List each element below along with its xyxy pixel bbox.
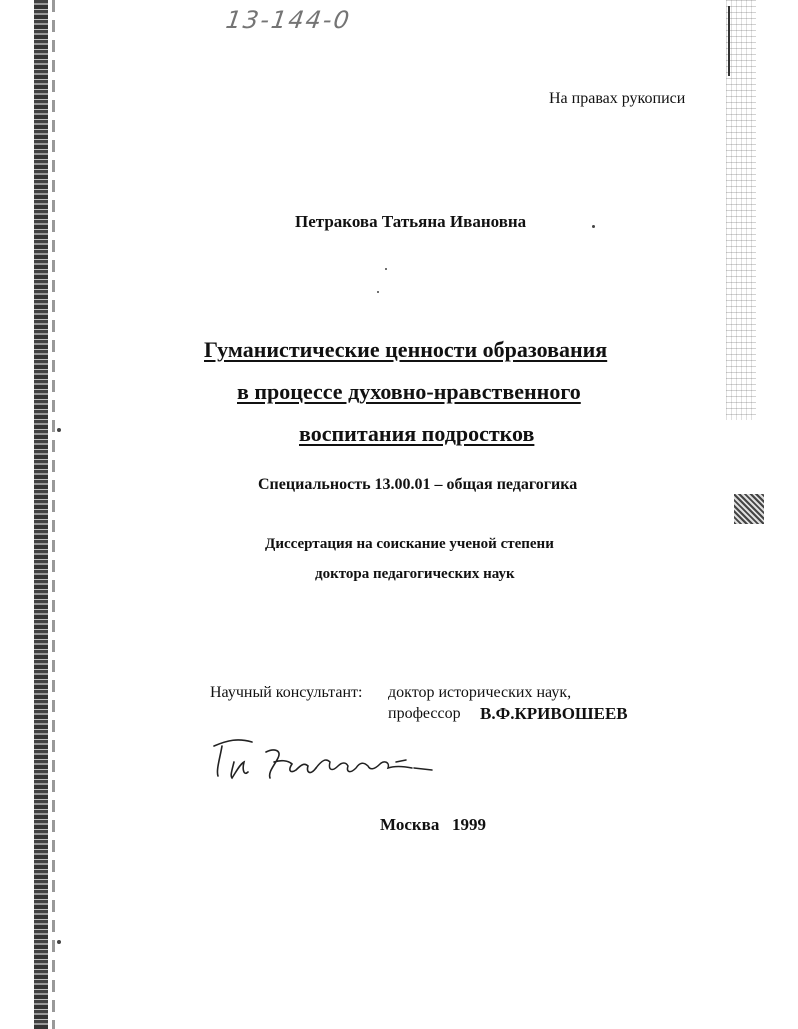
archive-number-handwritten <box>226 6 376 42</box>
scan-speck <box>592 225 595 228</box>
title-line-2: в процессе духовно-нравственного <box>237 379 581 404</box>
title-line-1: Гуманистические ценности образования <box>204 337 608 362</box>
city: Москва <box>380 815 440 834</box>
degree-line-1: Диссертация на соискание ученой степени <box>265 536 554 552</box>
scan-edge-left <box>34 0 48 1029</box>
scan-block-right <box>734 494 764 524</box>
degree-line-2: доктора педагогических наук <box>315 566 515 582</box>
author-name: Петракова Татьяна Ивановна <box>295 212 527 231</box>
scan-edge-left-inner <box>52 0 55 1029</box>
specialty: Специальность 13.00.01 – общая педагогика <box>258 476 578 493</box>
scan-speck <box>385 268 387 270</box>
scan-speck <box>57 940 61 944</box>
scan-speck <box>377 291 379 293</box>
consultant-title: профессор <box>388 705 461 722</box>
title-line-3: воспитания подростков <box>299 421 535 446</box>
scan-speck <box>57 428 61 432</box>
year: 1999 <box>452 815 486 834</box>
scan-mark-right <box>728 6 730 76</box>
consultant-label: Научный консультант: <box>210 684 363 701</box>
author-signature <box>208 732 438 792</box>
manuscript-note: На правах рукописи <box>549 90 686 107</box>
consultant-degree: доктор исторических наук, <box>388 684 572 701</box>
archive-number-text: 13-144-0 <box>224 6 353 34</box>
scan-noise-right <box>726 0 756 420</box>
consultant-name: В.Ф.КРИВОШЕЕВ <box>480 704 628 723</box>
